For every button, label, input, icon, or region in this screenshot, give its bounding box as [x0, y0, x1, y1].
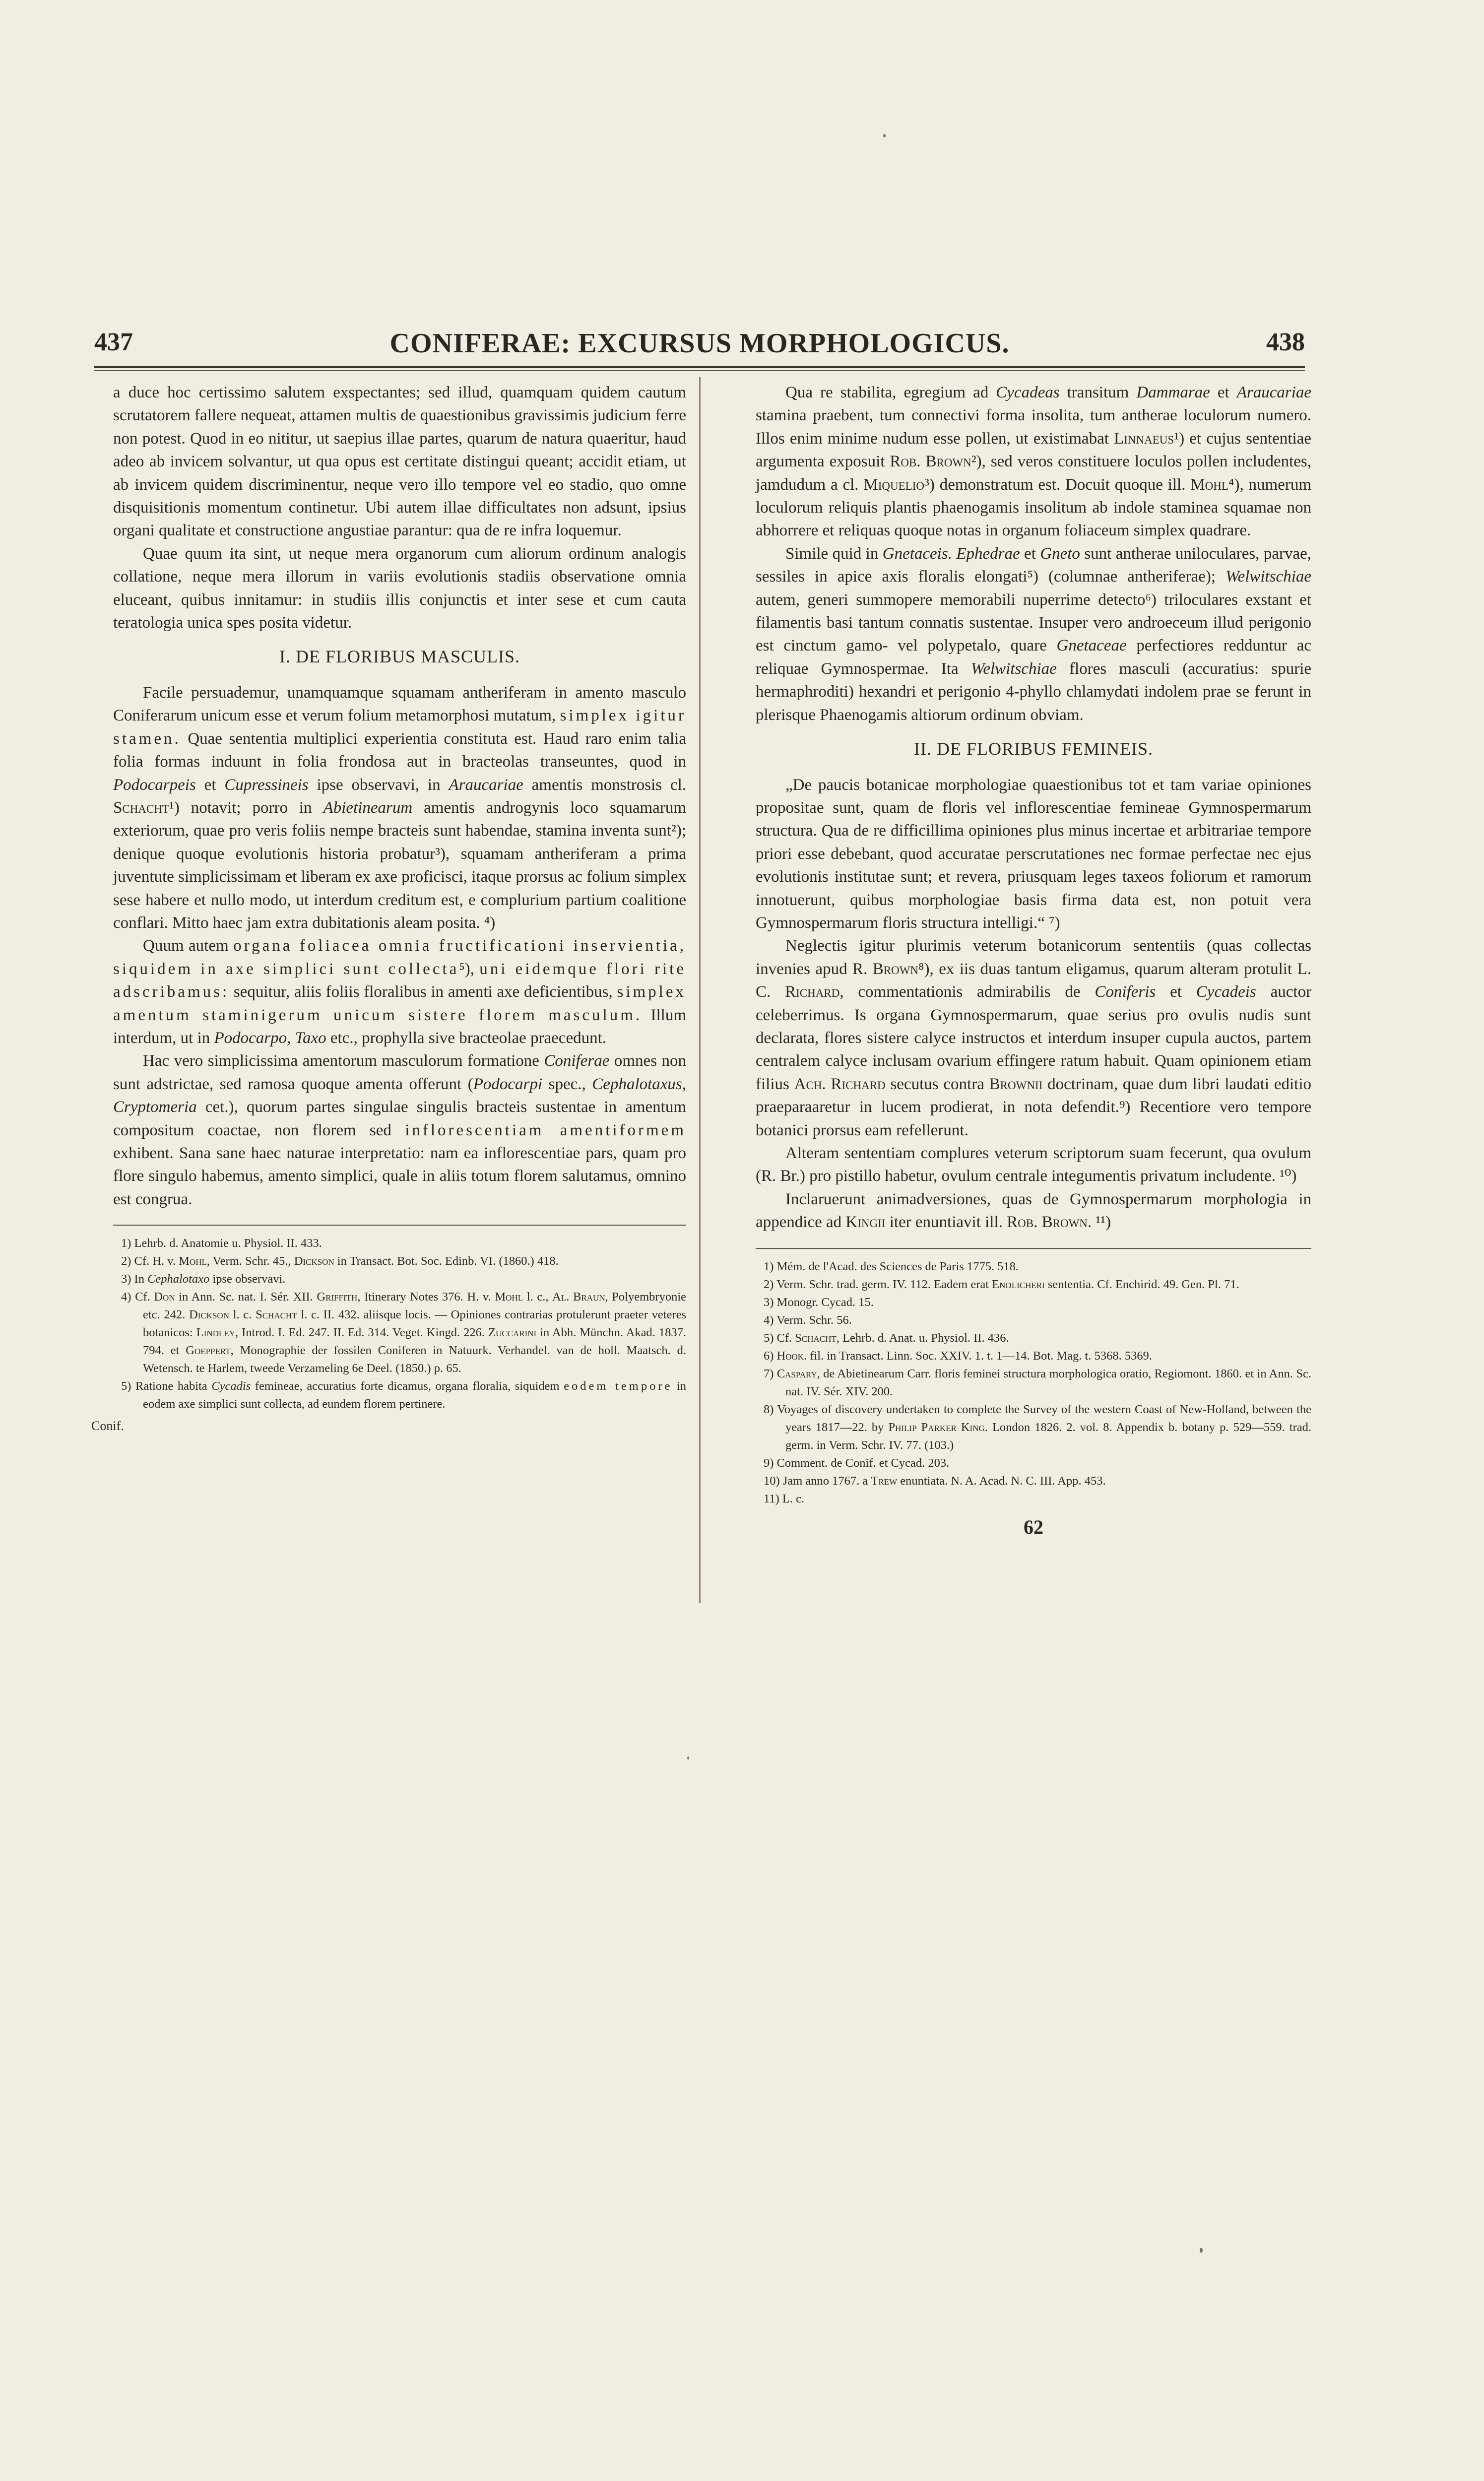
footnote: 11) L. c.	[764, 1492, 805, 1505]
footnote: 9) Comment. de Conif. et Cycad. 203.	[764, 1456, 950, 1470]
footnotes-right	[756, 1258, 1311, 1508]
header-rule-thin	[94, 370, 1305, 371]
footnote: 8) Voyages of discovery undertaken to complete the Survey of the western Coast of New-Holland, between the years 1817—22. by Philip Parker King. London 1826. 2. vol. 8. Appendix b. botany p. 529—559. trad. germ. in Verm. Schr. IV. 77. (103.)	[764, 1402, 1311, 1452]
footnote: 4) Verm. Schr. 56.	[764, 1313, 852, 1327]
footnote: 4) Cf. Don in Ann. Sc. nat. I. Sér. XII. Griffith, Itinerary Notes 376. H. v. Mohl l. c., Al. Braun, Polyembryonie etc. 242. Dickson l. c. Schacht l. c. II. 432. aliisque locis. — Opiniones contrarias protulerunt praeter veteres botanicos: Lindley, Introd. I. Ed. 247. II. Ed. 314. Veget. Kingd. 226. Zuccarini in Abh. Münchn. Akad. 1837. 794. et Goeppert, Monographie der fossilen Coniferen in Natuurk. Verhandel. van de holl. Maatsch. d. Wetensch. te Harlem, tweede Verzameling 6e Deel. (1850.) p. 65.	[121, 1290, 687, 1375]
footnote: 1) Lehrb. d. Anatomie u. Physiol. II. 433.	[121, 1237, 322, 1250]
footnote: 5) Cf. Schacht, Lehrb. d. Anat. u. Physiol. II. 436.	[764, 1331, 1009, 1345]
footnote: 10) Jam anno 1767. a Trew enuntiata. N. A. Acad. N. C. III. App. 453.	[764, 1474, 1106, 1488]
paper-speck	[883, 134, 886, 137]
section-heading: I. DE FLORIBUS MASCULIS.	[279, 647, 520, 667]
footnote: 3) Monogr. Cycad. 15.	[764, 1295, 874, 1309]
page-number-right: 438	[1266, 328, 1305, 356]
footnote: 1) Mém. de l'Acad. des Sciences de Paris 1775. 518.	[764, 1259, 1019, 1273]
footnote: 7) Caspary, de Abietinearum Carr. floris feminei structura morphologica oratio, Regiomont. 1860. et in Ann. Sc. nat. IV. Sér. XIV. 200.	[764, 1367, 1312, 1398]
footnotes-left	[91, 1235, 687, 1435]
signature-mark: Conif.	[91, 1419, 124, 1434]
paragraph: a duce hoc certissimo salutem exspectantes; sed illud, quamquam quidem cautum scrutatorem fallere nequeat, attamen multis de quaestionibus gravissimis judicium ferre non potest. Quod in eo nititur, ut saepius illae partes, quarum de natura quaeritur, haud adeo ab invicem solvantur, ut qua opus est certitate distingui queant; accidit etiam, ut ab invicem quidem discriminentur, neque vero illo tempore vel eo stadio, quo omne disquisitionis momentum continetur. Ubi autem illae difficultates non adsunt, ipsius organi qualitate et constructione angustiae parantur: qua de re infra loquemur.	[113, 384, 686, 540]
footnote: 6) Hook. fil. in Transact. Linn. Soc. XXIV. 1. t. 1—14. Bot. Mag. t. 5368. 5369.	[764, 1349, 1152, 1363]
footnote: 2) Cf. H. v. Mohl, Verm. Schr. 45., Dickson in Transact. Bot. Soc. Edinb. VI. (1860.) 418.	[121, 1254, 559, 1268]
running-title: CONIFERAE: EXCURSUS MORPHOLOGICUS.	[389, 328, 1010, 359]
section-heading: II. DE FLORIBUS FEMINEIS.	[913, 739, 1153, 759]
column-divider	[699, 377, 701, 1603]
right-column	[756, 381, 1311, 1539]
paragraph: Hac vero simplicissima amentorum masculorum formatione Coniferae omnes non sunt adstrictae, sed ramosa quoque amenta offerunt (Podocarpi spec., Cephalotaxus, Cryptomeria cet.), quorum partes singulae singulis bracteis sustentae in amentum compositum coactae, non florem sed inflorescentiam amentiformem exhibent. Sana sane haec naturae interpretatio: nam ea inflorescentiae pars, quam pro flore singulo habemus, amento simplici, quale in aliis totum florem salutamus, omnino est congrua.	[113, 1052, 687, 1208]
paper-speck	[1200, 2248, 1203, 2253]
page-number-left: 437	[94, 328, 133, 356]
running-header	[94, 327, 1305, 362]
paper-speck	[687, 1757, 689, 1760]
footnote-rule	[113, 1225, 686, 1226]
paragraph: Qua re stabilita, egregium ad Cycadeas transitum Dammarae et Araucariae stamina praebent, tum connectivi forma insolita, tum antherae loculorum numero. Illos enim minime nudum esse pollen, ut existimabat Linnaeus¹) et cujus sententiae argumenta exposuit Rob. Brown²), sed veros constituere loculos pollen includentes, jamdudum a cl. Miquelio³) demonstratum est. Docuit quoque ill. Mohl⁴), numerum loculorum reliquis plantis phaenogamis insolitum ab indole staminea squamae non abhorrere et reliquas quoque notas in organum foliaceum simplex quadrare.	[756, 384, 1312, 540]
footnote: 3) In Cephalotaxo ipse observavi.	[121, 1272, 286, 1286]
paragraph: Facile persuademur, unamquamque squamam antheriferam in amento masculo Coniferarum unicum esse et verum folium metamorphosi mutatum, simplex igitur stamen. Quae sententia multiplici experientia constituta est. Haud raro enim talia folia formas induunt in folia frondosa aut in bracteolas transeuntes, quod in Podocarpeis et Cupressineis ipse observavi, in Araucariae amentis monstrosis cl. Schacht¹) notavit; porro in Abietinearum amentis androgynis loco squamarum exteriorum, quae pro veris foliis nempe bracteis sunt habendae, stamina inventa sunt²); denique quoque evolutionis historia probatur³), squamam antheriferam a prima juventute simplicissimam et liberam ex axe proficisci, itaque prorsus ac folium simplex sese habere et nullo modo, ut interdum creditum est, e complurium partium coalitione conflari. Mitto haec jam extra dubitationis aleam posita. ⁴)	[113, 683, 687, 932]
paragraph: Simile quid in Gnetaceis. Ephedrae et Gneto sunt antherae uniloculares, parvae, sessiles in apice axis floralis elongati⁵) (columnae antheriferae); Welwitschiae autem, generi summopere memorabili nuperrime detecto⁶) triloculares exstant et filamentis basi tantum connatis sustentae. Insuper vero androeceum illud perigonio est cinctum gamo- vel polypetalo, quare Gnetaceae perfectiores redduntur ac reliquae Gymnospermae. Ita Welwitschiae flores masculi (accuratius: spurie hermaphroditi) hexandri et perigonio 4-phyllo chlamydati indolem prae se ferunt in plerisque Phaenogamis altiorum ordinum obviam.	[756, 544, 1312, 724]
paragraph: „De paucis botanicae morphologiae quaestionibus tot et tam variae opiniones propositae sunt, quam de floris vel inflorescentiae femineae Gymnospermarum structura. Qua de re difficillima opiniones plus minus incertae et arbitrariae tempore priori esse debebant, quod accuratae perscrutationes nec formae perfectae nec ejus evolutionis institutae sunt; et revera, priusquam leges taxeos foliorum et ramorum innotuerunt, quibus morphologiae basis firma data est, non potuit vera Gymnospermarum floris structura intelligi.“ ⁷)	[756, 776, 1311, 932]
footnote: 5) Ratione habita Cycadis femineae, accuratius forte dicamus, organa floralia, siquidem eodem tempore in eodem axe simplici sunt collecta, ad eundem florem pertinere.	[121, 1379, 687, 1411]
header-rule	[94, 366, 1305, 368]
paragraph: Neglectis igitur plurimis veterum botanicorum sententiis (quas collectas invenies apud R. Brown⁸), ex iis duas tantum eligamus, quarum alteram protulit L. C. Richard, commentationis admirabilis de Coniferis et Cycadeis auctor celeberrimus. Is organa Gymnospermarum, quae serius pro ovulis nudis sunt declarata, flores sistere calyce instructos et interdum insuper cupula auctos, partem centralem calyce inclusam ovarium effingere ratum habuit. Quam opinionem etiam filius Ach. Richard secutus contra Brownii doctrinam, quae dum libri laudati editio praeparaaretur in lucem prodierat, in nota defendit.⁹) Recentiore vero tempore botanici prorsus eam refellerunt.	[756, 937, 1312, 1139]
footnote: 2) Verm. Schr. trad. germ. IV. 112. Eadem erat Endlicheri sententia. Cf. Enchirid. 49. Gen. Pl. 71.	[764, 1277, 1239, 1291]
left-column	[91, 381, 687, 1435]
footnote-rule	[756, 1248, 1311, 1249]
paragraph: Inclaruerunt animadversiones, quas de Gymnospermarum morphologia in appendice ad Kingii iter enuntiavit ill. Rob. Brown. ¹¹)	[756, 1190, 1311, 1232]
paragraph: Quum autem organa foliacea omnia fructificationi inservientia, siquidem in axe simplici sunt collecta⁵), uni eidemque flori rite adscribamus: sequitur, aliis foliis floralibus in amenti axe deficientibus, simplex amentum staminigerum unicum sistere florem masculum. Illum interdum, ut in Podocarpo, Taxo etc., prophylla sive bracteolae praecedunt.	[113, 937, 687, 1047]
paragraph: Quae quum ita sint, ut neque mera organorum cum aliorum ordinum analogis collatione, neque mera illorum in variis evolutionis stadiis observatione omnia eluceant, quibus innitamur: in studiis illis conjunctis et inter sese et cum cauta teratologia unica spes posita videtur.	[113, 544, 686, 632]
sheet-number: 62	[1024, 1515, 1043, 1538]
paragraph: Alteram sententiam complures veterum scriptorum suam fecerunt, qua ovulum (R. Br.) pro pistillo habetur, ovulum centrale integumentis privatum includente. ¹⁰)	[756, 1144, 1311, 1185]
